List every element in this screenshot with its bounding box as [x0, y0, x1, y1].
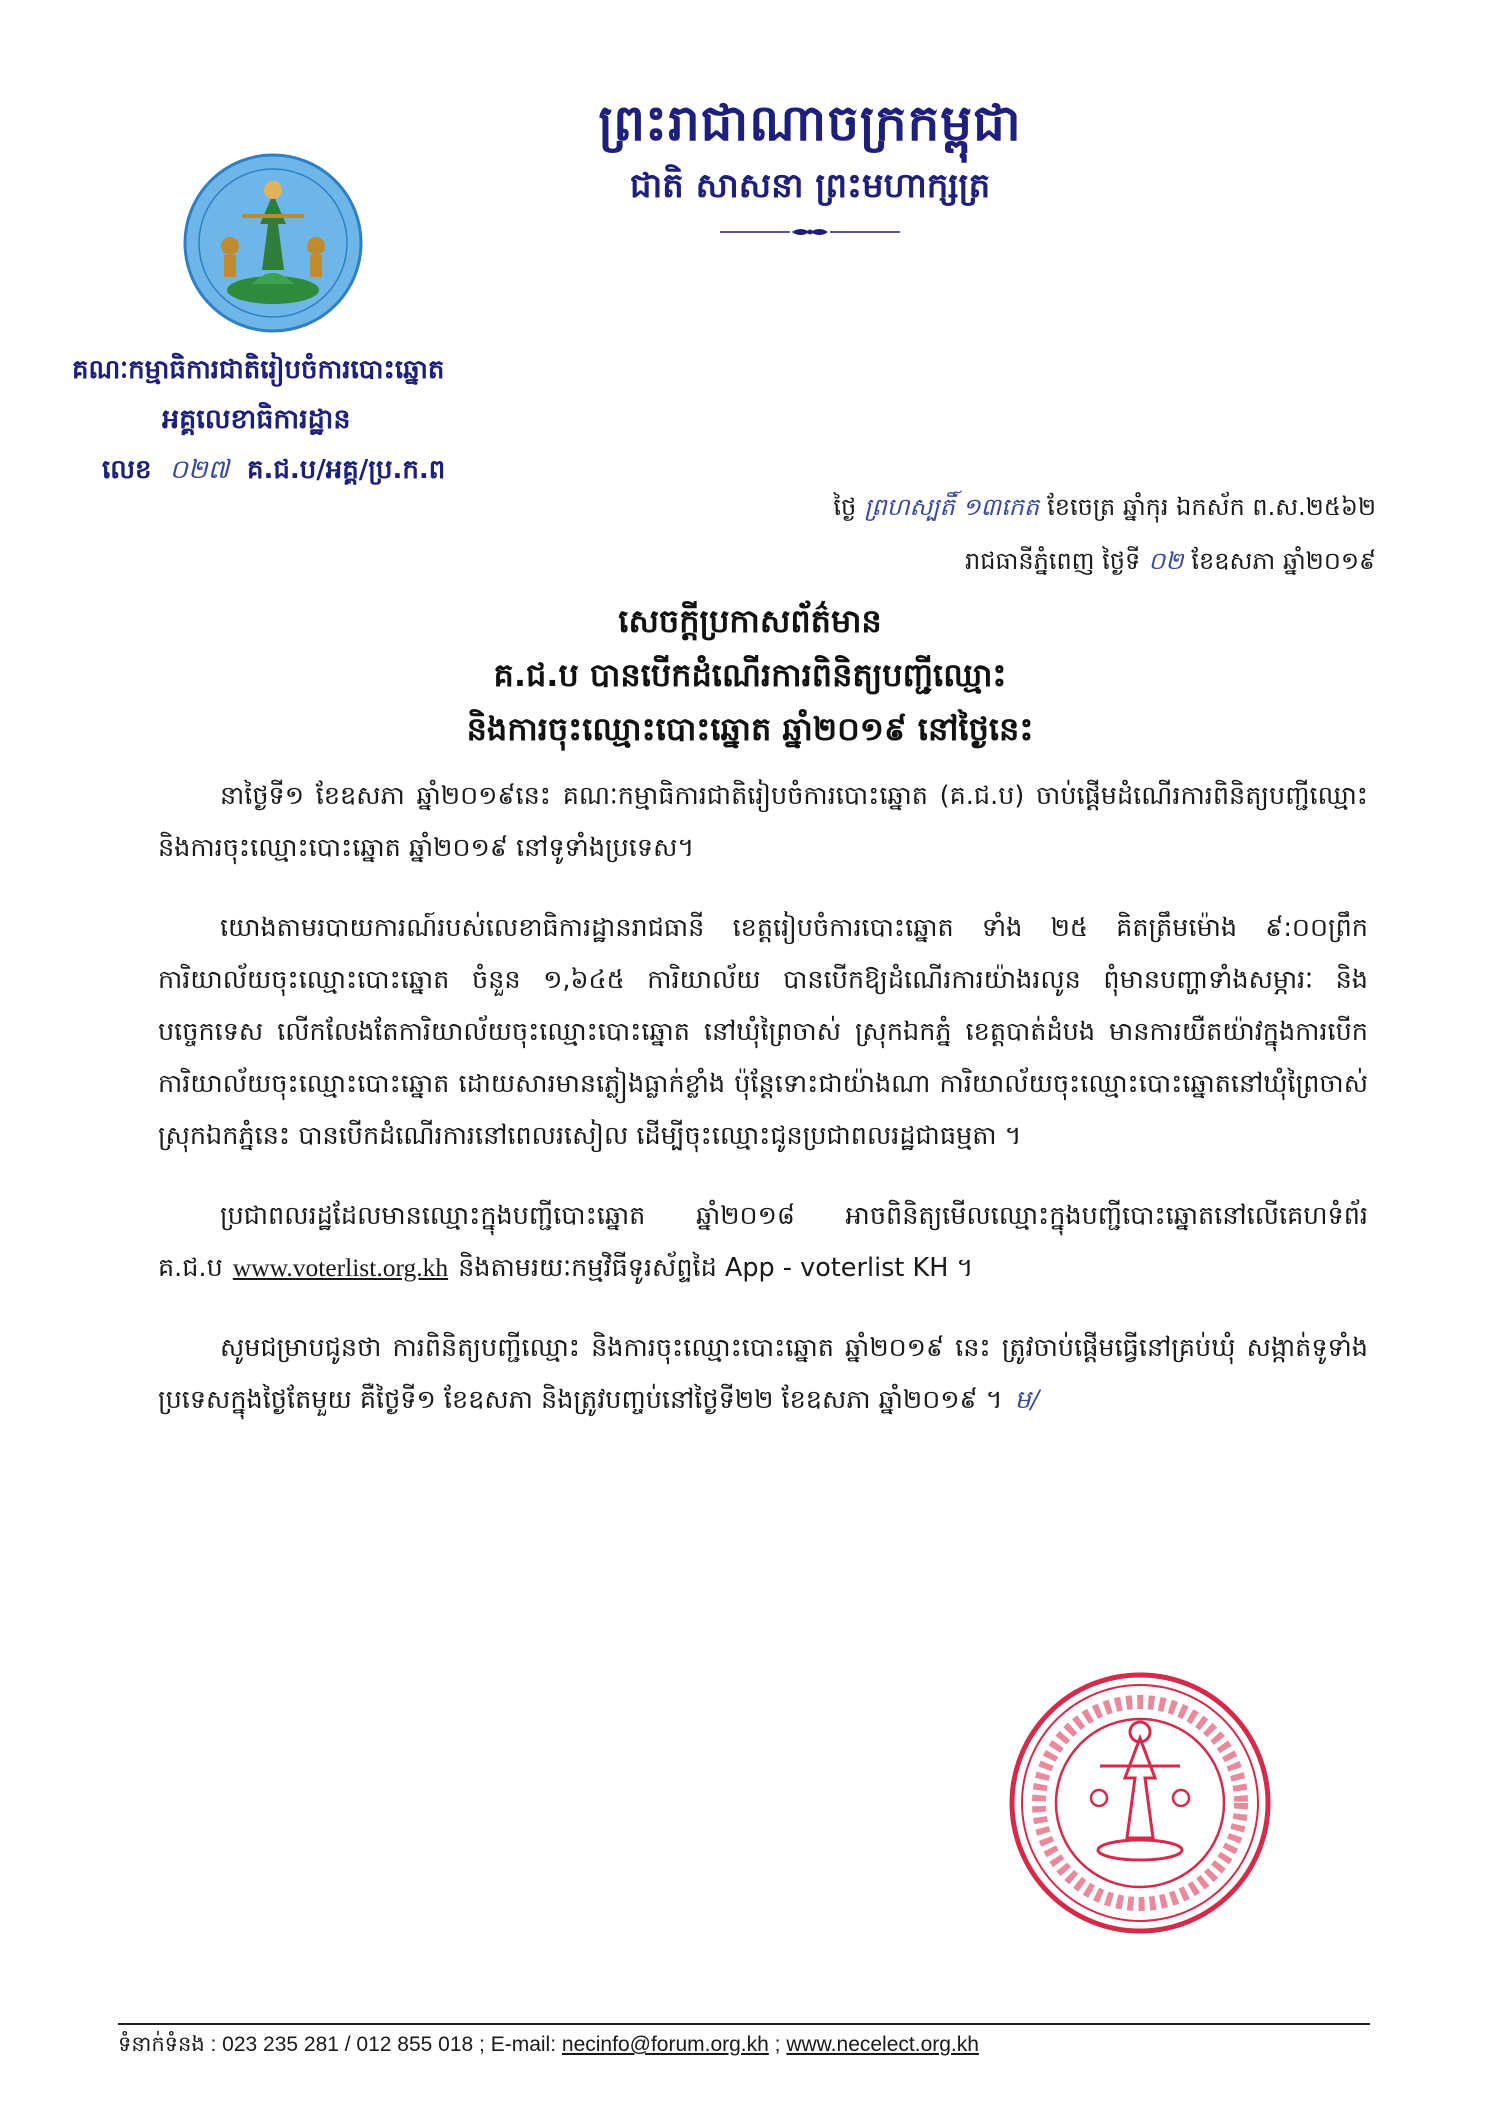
email-link[interactable]: necinfo@forum.org.kh	[561, 2033, 769, 2056]
lunar-date-rest: ខែចេត្រ ឆ្នាំកុរ ឯកស័ក ព.ស.២៥៦២	[1047, 493, 1376, 521]
kingdom-header	[540, 90, 1080, 242]
document-title	[150, 594, 1350, 756]
kingdom-motto: ជាតិ សាសនា ព្រះមហាក្សត្រ	[629, 166, 991, 206]
paragraph-3-text-end: និងតាមរយៈកម្មវិធីទូរស័ព្ទដៃ App - voterlist KH ។	[458, 1253, 974, 1283]
official-seal-icon	[1005, 1668, 1275, 1938]
paragraph-1: នាថ្ងៃទី១ ខែឧសភា ឆ្នាំ២០១៩នេះ គណៈកម្មាធិការជាតិរៀបចំការបោះឆ្នោត (គ.ជ.ប) ចាប់ផ្តើមដំណើរការពិនិត្យបញ្ជីឈ្មោះ និងការចុះឈ្មោះបោះឆ្នោត ឆ្នាំ២០១៩ នៅទូទាំងប្រទេស។	[158, 781, 1368, 863]
paragraph-2: យោងតាមរបាយការណ៍របស់លេខាធិការដ្ឋានរាជធានី ខេត្តរៀបចំការបោះឆ្នោត ទាំង ២៥ គិតត្រឹមម៉ោង ៩:០០ព្រឹក ការិយាល័យចុះឈ្មោះបោះឆ្នោត ចំនួន ១,៦៤៥ ការិយាល័យ បានបើកឱ្យដំណើរការយ៉ាងរលូន ពុំមានបញ្ហាទាំងសម្ភារៈ និងបច្ចេកទេស លើកលែងតែការិយាល័យចុះឈ្មោះបោះឆ្នោត នៅឃុំព្រៃចាស់ ស្រុកឯកភ្នំ ខេត្តបាត់ដំបង មានការយឺតយ៉ាវក្នុងការបើកការិយាល័យចុះឈ្មោះបោះឆ្នោត ដោយសារមានភ្លៀងធ្លាក់ខ្លាំង ប៉ុន្តែទោះជាយ៉ាងណា ការិយាល័យចុះឈ្មោះបោះឆ្នោតនៅឃុំព្រៃចាស់ ស្រុកឯកភ្នំនេះ បានបើកដំណើរការនៅពេលរសៀល ដើម្បីចុះឈ្មោះជូនប្រជាពលរដ្ឋជាធម្មតា ។	[158, 913, 1368, 1151]
reference-number: ០២៧	[169, 455, 229, 485]
footer-separator: ;	[768, 2033, 787, 2056]
paragraph-4-text: សូមជម្រាបជូនថា ការពិនិត្យបញ្ជីឈ្មោះ និងការចុះឈ្មោះបោះឆ្នោត ឆ្នាំ២០១៩ នេះ ត្រូវចាប់ផ្តើមធ្វើនៅគ្រប់ឃុំ សង្កាត់ទូទាំងប្រទេសក្នុងថ្ងៃតែមួយ គឺថ្ងៃទី១ ខែឧសភា និងត្រូវបញ្ចប់នៅថ្ងៃទី២២ ខែឧសភា ឆ្នាំ២០១៩ ។	[158, 1333, 1368, 1415]
organization-name: គណៈកម្មាធិការជាតិរៀបចំការបោះឆ្នោត	[72, 355, 445, 385]
contact-label: ទំនាក់ទំនង : 023 235 281 / 012 855 018 ; E-mail:	[118, 2033, 562, 2056]
document-body	[158, 770, 1368, 1454]
website-link[interactable]: www.necelect.org.kh	[786, 2033, 979, 2056]
nec-logo-icon	[182, 152, 364, 334]
lunar-date-prefix: ថ្ងៃ	[833, 493, 857, 521]
reference-label: លេខ	[102, 455, 152, 485]
date-block	[716, 480, 1376, 588]
department-name: អគ្គលេខាធិការដ្ឋាន	[162, 404, 351, 435]
solar-date-prefix: រាជធានីភ្នំពេញ ថ្ងៃទី	[965, 547, 1141, 575]
solar-date-rest: ខែឧសភា ឆ្នាំ២០១៩	[1191, 547, 1376, 575]
reference-line	[102, 448, 592, 492]
footer-contact	[118, 2030, 1370, 2060]
lunar-date	[716, 480, 1376, 534]
voterlist-link[interactable]: www.voterlist.org.kh	[232, 1253, 449, 1282]
title-line-3: និងការចុះឈ្មោះបោះឆ្នោត ឆ្នាំ២០១៩ នៅថ្ងៃនេះ	[466, 710, 1034, 748]
divider-ornament-icon	[720, 226, 900, 238]
paragraph-4	[158, 1322, 1368, 1426]
kingdom-title: ព្រះរាជាណាចក្រកម្ពុជា	[598, 94, 1022, 152]
paragraph-3-text: ប្រជាពលរដ្ឋដែលមានឈ្មោះក្នុងបញ្ជីបោះឆ្នោត ឆ្នាំ២០១៨ អាចពិនិត្យមើលឈ្មោះក្នុងបញ្ជីបោះឆ្នោតនៅលើគេហទំព័រ គ.ជ.ប	[158, 1201, 1368, 1283]
lunar-date-handwritten: ព្រហស្បតិ៍ ១៣កេត	[864, 493, 1040, 521]
solar-date	[716, 534, 1376, 588]
initials-signature: ម/	[1014, 1385, 1040, 1415]
title-line-1: សេចក្តីប្រកាសព័ត៌មាន	[618, 602, 882, 640]
organization-block	[72, 350, 592, 492]
reference-code: គ.ជ.ប/អគ្គ/ប្រ.ក.ព	[246, 455, 446, 485]
footer-divider	[118, 2023, 1370, 2025]
title-line-2: គ.ជ.ប បានបើកដំណើរការពិនិត្យបញ្ជីឈ្មោះ	[493, 656, 1007, 694]
solar-date-handwritten: ០២	[1148, 547, 1184, 575]
paragraph-3	[158, 1190, 1368, 1294]
